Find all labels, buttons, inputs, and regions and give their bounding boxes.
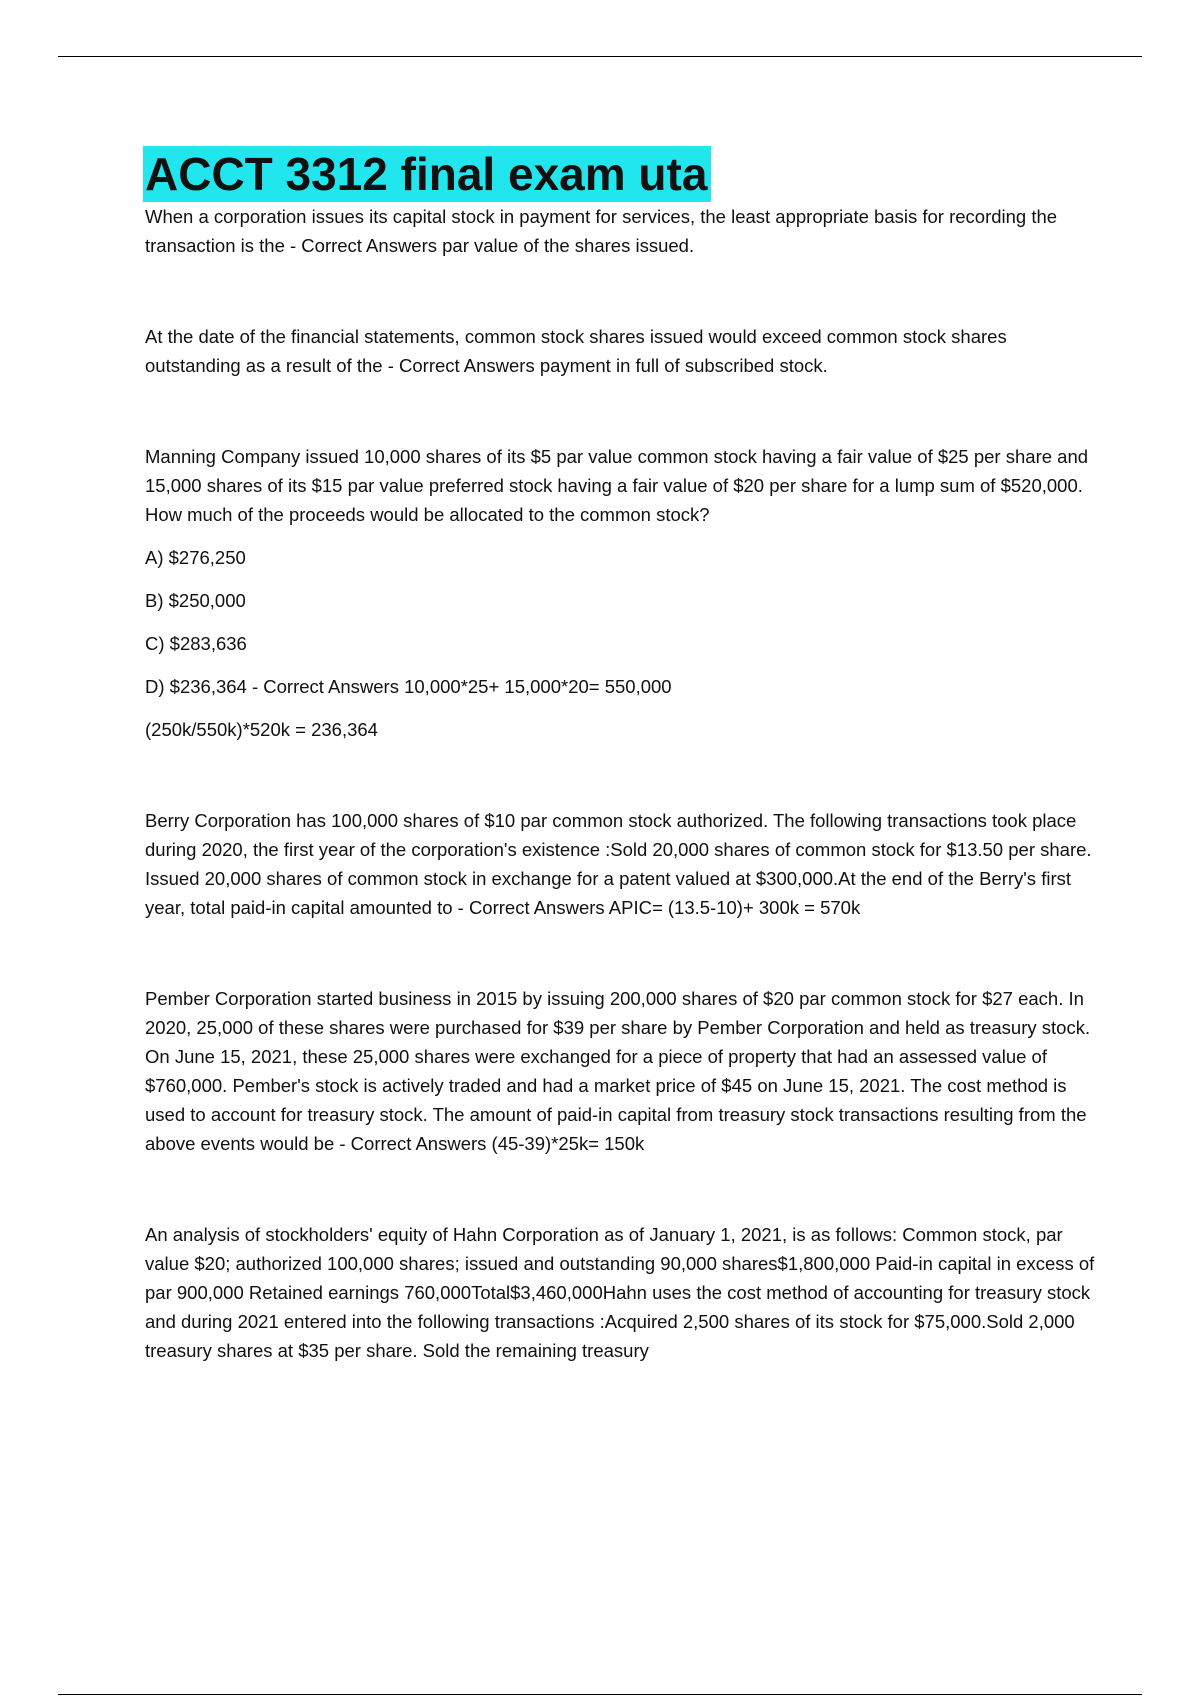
question-3-option-d: D) $236,364 - Correct Answers 10,000*25+ 15,000*20= 550,000: [145, 676, 672, 697]
question-4: Berry Corporation has 100,000 shares of $10 par common stock authorized. The following transactions took place during 2020, the first year of the corporation's existence :Sold 20,000 shares of common stock for $13.50 per share. Issued 20,000 shares of common stock in exchange for a patent valued at $300,000.At the end of the Berry's first year, total paid-in capital amounted to - Correct Answers APIC= (13.5-10)+ 300k = 570k: [145, 810, 1092, 918]
question-3-option-c: C) $283,636: [145, 633, 247, 654]
question-3-stem: Manning Company issued 10,000 shares of its $5 par value common stock having a fair value of $25 per share and 15,000 shares of its $15 par value preferred stock having a fair value of $20 per share for a lump sum of $520,000. How much of the proceeds would be allocated to the common stock?: [145, 446, 1089, 525]
document-body: [145, 146, 1095, 1365]
question-5: Pember Corporation started business in 2015 by issuing 200,000 shares of $20 par common stock for $27 each. In 2020, 25,000 of these shares were purchased for $39 per share by Pember Corporation and held as treasury stock. On June 15, 2021, these 25,000 shares were exchanged for a piece of property that had an assessed value of $760,000. Pember's stock is actively traded and had a market price of $45 on June 15, 2021. The cost method is used to account for treasury stock. The amount of paid-in capital from treasury stock transactions resulting from the above events would be - Correct Answers (45-39)*25k= 150k: [145, 988, 1091, 1154]
question-2: At the date of the financial statements, common stock shares issued would exceed common stock shares outstanding as a result of the - Correct Answers payment in full of subscribed stock.: [145, 326, 1007, 376]
bottom-rule: [58, 1694, 1142, 1695]
question-3-work: (250k/550k)*520k = 236,364: [145, 719, 378, 740]
question-6: An analysis of stockholders' equity of Hahn Corporation as of January 1, 2021, is as follows: Common stock, par value $20; authorized 100,000 shares; issued and outstanding 90,000 shares$1,800,000 Paid-in capital in excess of par 900,000 Retained earnings 760,000Total$3,460,000Hahn uses the cost method of accounting for treasury stock and during 2021 entered into the following transactions :Acquired 2,500 shares of its stock for $75,000.Sold 2,000 treasury shares at $35 per share. Sold the remaining treasury: [145, 1224, 1095, 1361]
document-title: ACCT 3312 final exam uta: [143, 146, 711, 202]
question-3-option-b: B) $250,000: [145, 590, 246, 611]
question-3-option-a: A) $276,250: [145, 547, 246, 568]
top-rule: [58, 56, 1142, 57]
question-1: When a corporation issues its capital stock in payment for services, the least appropriate basis for recording the transaction is the - Correct Answers par value of the shares issued.: [145, 206, 1058, 256]
